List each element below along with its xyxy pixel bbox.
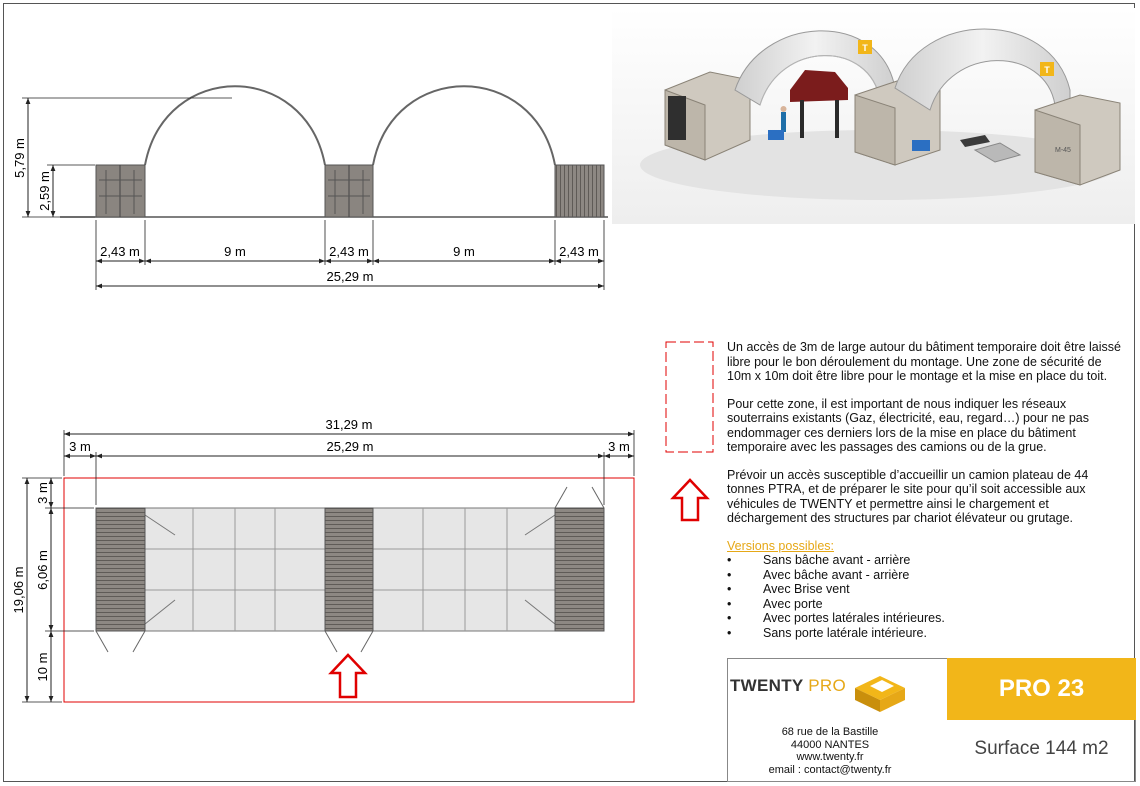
brand-main: TWENTY [730,676,804,695]
plan-building-depth-label: 6,06 m [35,550,50,590]
plan-safety-zone-label: 10 m [35,652,50,682]
front-width-label-1: 2,43 m [100,244,140,259]
versions-title: Versions possibles: [727,538,835,553]
render-logo-2 [1040,62,1054,76]
plan-building-width-label: 25,29 m [326,439,374,454]
container-middle-front [325,165,373,217]
container-right-front [555,165,604,217]
front-width-label-4: 9 m [453,244,475,259]
svg-text:T: T [862,43,868,53]
site-requirements-notes [727,340,1127,640]
plan-total-depth-label: 19,06 m [11,566,26,614]
version-item: • Avec porte [727,597,1127,612]
container-middle-plan [325,508,373,631]
plan-access-right-label: 3 m [608,439,630,454]
address-street: 68 rue de la Bastille [781,726,879,738]
address-website[interactable]: www.twenty.fr [796,751,864,763]
front-width-label-5: 2,43 m [559,244,599,259]
address-email[interactable]: email : contact@twenty.fr [768,763,892,776]
version-item: • Avec bâche avant - arrière [727,568,1127,583]
versions-list [727,553,1127,640]
company-address [750,726,910,776]
container-left-front [96,165,145,217]
front-container-height-label: 2,59 m [37,171,52,211]
cart-2 [912,140,930,151]
note-access: Un accès de 3m de large autour du bâtiment temporaire doit être laissé libre pour le bon déroulement du montage. Une zone de sécurité de 10m x 10m doit être libre pour le montage et la mise en place du toit. [727,340,1121,383]
legend-access-arrow-icon [673,480,707,520]
version-item: • Avec portes latérales intérieures. [727,611,1127,626]
brand-name [730,676,850,696]
container-left-plan [96,508,145,631]
surface-label: Surface 144 m2 [974,738,1109,759]
brand-pro: PRO [808,676,847,695]
version-item: • Avec Brise vent [727,582,1127,597]
plan-view [11,417,634,702]
front-total-height-label: 5,79 m [12,138,27,178]
svg-text:T: T [1044,65,1050,75]
render-logo-1 [858,40,872,54]
plan-access-top-label: 3 m [35,482,50,504]
container-right-plan [555,508,604,631]
legend-zone-icon [666,342,713,452]
note-networks: Pour cette zone, il est important de nous indiquer les réseaux souterrains existants (Gaz, électricité, eau, regard…) pour ne pas endommager ces derniers lors de la mise en place du bâtiment temporaire avec les passages des camions ou de la grue. [727,396,1089,454]
plan-total-width-label: 31,29 m [325,417,373,432]
worker-figure [781,112,786,132]
render-3d [612,8,1135,224]
site-access-arrow [331,655,365,697]
front-total-width-label: 25,29 m [326,269,374,284]
front-elevation [12,86,608,290]
plan-access-left-label: 3 m [69,439,91,454]
front-width-label-3: 2,43 m [329,244,369,259]
tent-floor-left [145,508,325,631]
model-badge: PRO 23 [947,658,1136,720]
cart-1 [768,130,784,140]
arch-right [373,86,555,165]
tent-floor-right [373,508,555,631]
address-city: 44000 NANTES [790,738,870,751]
front-width-label-2: 9 m [224,244,246,259]
render-container-label: M-45 [1055,147,1071,154]
note-truck-access: Prévoir un accès susceptible d’accueillir un camion plateau de 44 tonnes PTRA, et de préparer le site pour qu’il soit accessible aux véhicules de TWENTY et permettre ainsi le chargement et déchargement des structures par chariot élévateur ou grutage. [727,467,1089,525]
version-item: • Sans porte latérale intérieure. [727,626,1127,641]
version-item: • Sans bâche avant - arrière [727,553,1127,568]
